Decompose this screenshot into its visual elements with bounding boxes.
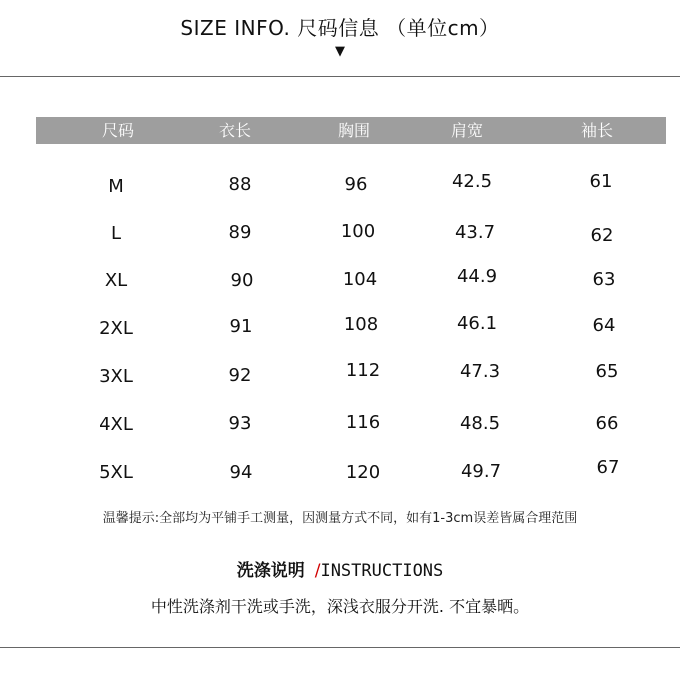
- table-cell: 47.3: [459, 361, 501, 382]
- table-cell: 3XL: [99, 366, 133, 387]
- table-cell: 90: [230, 270, 254, 291]
- table-cell: 42.5: [451, 171, 493, 192]
- table-cell: 91: [229, 316, 253, 337]
- table-cell: 94: [229, 462, 253, 483]
- bottom-divider: [0, 647, 680, 648]
- table-cell: 48.5: [459, 413, 501, 434]
- table-cell: 61: [589, 171, 613, 192]
- table-cell: 2XL: [99, 318, 133, 339]
- table-cell: 104: [342, 269, 378, 290]
- header-chest: 胸围: [337, 121, 370, 140]
- table-cell: 93: [228, 413, 252, 434]
- table-cell: 112: [345, 360, 381, 381]
- table-cell: 89: [228, 222, 252, 243]
- table-cell: 5XL: [99, 462, 133, 483]
- table-cell: 63: [592, 269, 616, 290]
- table-cell: L: [110, 223, 122, 244]
- instructions-label-cn: 洗涤说明: [236, 561, 305, 581]
- table-cell: 65: [595, 361, 619, 382]
- washing-instructions: 中性洗涤剂干洗或手洗，深浅衣服分开洗. 不宜暴晒。: [150, 597, 530, 616]
- header-sleeve: 袖长: [580, 121, 613, 140]
- table-cell: M: [108, 176, 124, 197]
- page-title: SIZE INFO. 尺码信息 （单位cm）: [180, 16, 500, 40]
- measurement-note: 温馨提示:全部均为平铺手工测量，因测量方式不同，如有1-3cm误差皆属合理范围: [102, 511, 578, 526]
- table-cell: 66: [595, 413, 619, 434]
- table-cell: 120: [345, 462, 381, 483]
- table-cell: XL: [104, 270, 128, 291]
- instructions-heading: [0, 556, 680, 581]
- instructions-label-en: INSTRUCTIONS: [320, 561, 444, 581]
- table-cell: 108: [343, 314, 379, 335]
- table-cell: 100: [340, 221, 376, 242]
- table-cell: 67: [596, 457, 620, 478]
- header-shoulder: 肩宽: [450, 121, 483, 140]
- table-cell: 116: [345, 412, 381, 433]
- table-cell: 96: [344, 174, 368, 195]
- header-length: 衣长: [218, 121, 251, 140]
- instructions-slash: /: [314, 561, 321, 581]
- header-size: 尺码: [101, 121, 134, 140]
- table-cell: 46.1: [456, 313, 498, 334]
- table-cell: 49.7: [460, 461, 502, 482]
- arrow-down-icon: ▼: [335, 44, 345, 59]
- table-cell: 43.7: [454, 222, 496, 243]
- table-cell: 92: [228, 365, 252, 386]
- table-cell: 4XL: [99, 414, 133, 435]
- table-cell: 44.9: [456, 266, 498, 287]
- table-cell: 62: [590, 225, 614, 246]
- table-cell: 64: [592, 315, 616, 336]
- table-cell: 88: [228, 174, 252, 195]
